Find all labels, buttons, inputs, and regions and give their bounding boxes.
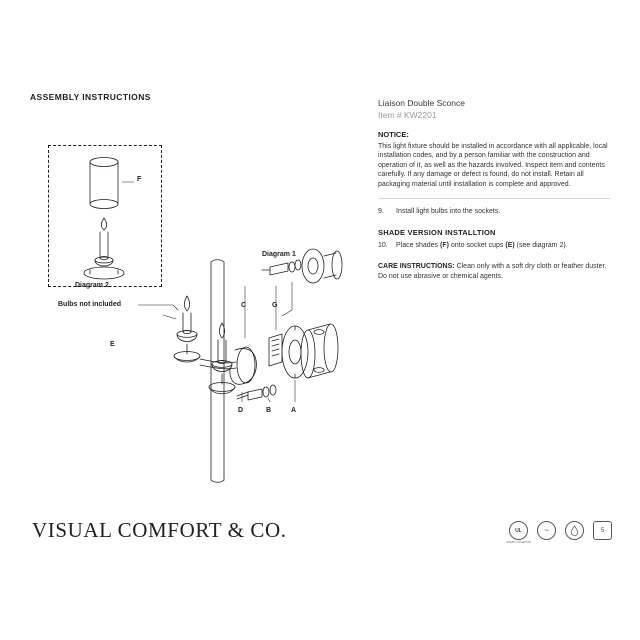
diagram1-label: Diagram 1 [262, 251, 296, 258]
bulb-icon-shape [570, 525, 579, 537]
notice-heading: NOTICE: [378, 130, 409, 139]
dimmable-icon-glyph: ~ [544, 526, 549, 535]
ul-listed-icon-caption: DAMP LOCATION [506, 540, 531, 544]
part-label-D: D [238, 407, 244, 414]
page-title: ASSEMBLY INSTRUCTIONS [30, 92, 151, 102]
divider [378, 198, 610, 199]
shade-step-text [396, 241, 568, 250]
part-label-G: G [272, 302, 278, 309]
shade-step-text-after: (see diagram 2). [514, 241, 568, 249]
instructions-panel [378, 98, 610, 282]
shade-step-part-e: (E) [505, 241, 515, 249]
page-number-text: 5 [600, 527, 605, 534]
shade-version-heading: SHADE VERSION INSTALLTION [378, 227, 496, 237]
bulbs-note-label: Bulbs not included [58, 301, 121, 308]
step-item [378, 207, 610, 216]
part-label-E: E [110, 341, 115, 348]
product-name: Liaison Double Sconce [378, 98, 465, 108]
part-label-C: C [241, 302, 247, 309]
part-label-F: F [137, 176, 142, 183]
product-item-number: Item # KW2201 [378, 110, 437, 120]
ul-listed-icon [506, 521, 531, 544]
assembly-diagram [30, 110, 360, 510]
shade-step-text-mid: onto socket cups [448, 241, 506, 249]
shade-step-text-before: Place shades [396, 241, 440, 249]
care-instructions [378, 262, 610, 282]
part-label-A: A [291, 407, 297, 414]
step-text: Install light bulbs into the sockets. [396, 208, 501, 216]
notice-body: This light fixture should be installed in accordance with all applicable, local installation codes, and by a person familiar with the construction and operation of it, as well as the hazards involved. Inspect item and contents carefully. If any damage or defect is found, do not install. Retain all packaging material until installation is complete and approved. [378, 143, 608, 188]
dimmable-icon [537, 521, 556, 540]
page-number-icon [593, 521, 612, 540]
step-number: 9. [378, 208, 384, 216]
footer-icon-group [506, 521, 612, 544]
part-label-B: B [266, 407, 272, 414]
diagram2-label: Diagram 2 [75, 282, 109, 289]
brand-wordmark: VISUAL COMFORT & CO. [32, 518, 287, 542]
assembly-section-header [30, 92, 360, 102]
ul-listed-icon-glyph: UL [515, 527, 522, 534]
shade-step-part-f: (F) [439, 241, 449, 249]
bulb-icon [565, 521, 584, 540]
diagram-linework [30, 110, 360, 510]
care-instructions-text: Clean only with a soft dry cloth or feather duster. Do not use abrasive or chemical agents. [378, 263, 607, 280]
shade-step-number: 10. [378, 241, 388, 249]
shade-step-item [378, 241, 610, 250]
care-instructions-label: CARE INSTRUCTIONS: [378, 263, 455, 271]
